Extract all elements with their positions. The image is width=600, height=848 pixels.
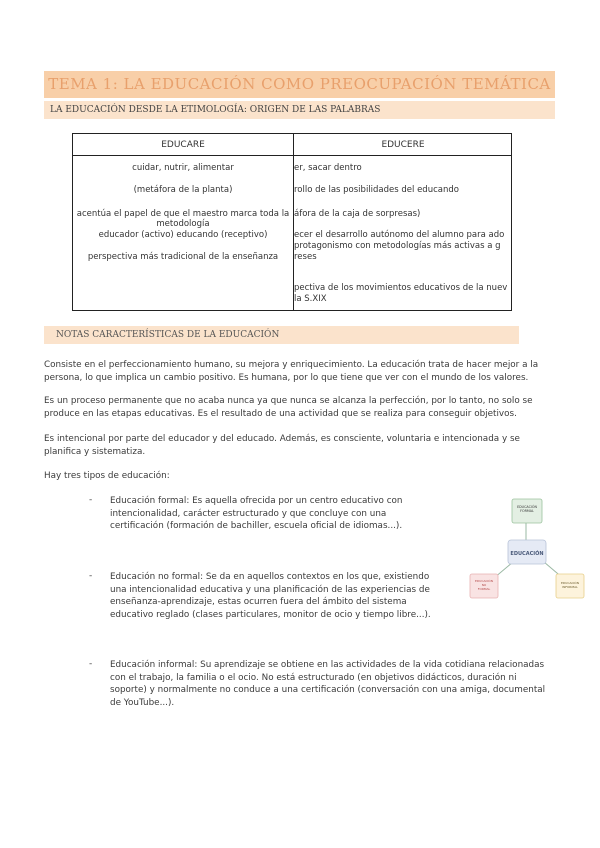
notes-heading-bar xyxy=(44,326,519,344)
list-bullet: - xyxy=(89,495,93,505)
paragraph-line: Consiste en el perfeccionamiento humano, su mejora y enriquecimiento. La educación trata de hacer mejor a la xyxy=(44,360,539,370)
paragraph-2 xyxy=(44,395,556,420)
table-cell: la S.XIX xyxy=(294,294,327,304)
box-label: FORMAL xyxy=(520,509,534,513)
table-cell: rollo de las posibilidades del educando xyxy=(294,185,459,195)
list-line: Educación formal: Es aquella ofrecida por un centro educativo con xyxy=(110,496,403,506)
title-bar xyxy=(44,71,555,98)
list-line: certificación (formación de bachiller, escuela oficial de idiomas...). xyxy=(110,521,403,531)
paragraph-line: Es intencional por parte del educador y del educado. Además, es consciente, voluntaria e intencionada y se xyxy=(44,434,520,444)
table-cell: pectiva de los movimientos educativos de la nuev xyxy=(294,283,508,293)
list-line: intencionalidad, carácter estructurado y que concluye con una xyxy=(110,508,387,519)
table-cell: educador (activo) educando (receptivo) xyxy=(98,230,268,240)
table-cell: perspectiva más tradicional de la enseñanza xyxy=(87,252,279,262)
section-subtitle: LA EDUCACIÓN DESDE LA ETIMOLOGÍA: ORIGEN DE LAS PALABRAS xyxy=(50,105,381,115)
notes-heading: NOTAS CARACTERÍSTICAS DE LA EDUCACIÓN xyxy=(56,330,280,340)
box-label: EDUCACIÓN xyxy=(560,581,580,585)
box-label: EDUCACIÓN xyxy=(474,579,494,583)
education-types-diagram xyxy=(468,496,586,606)
table-cell: metodología xyxy=(156,219,210,229)
list-bullet: - xyxy=(89,659,93,669)
paragraph-4: Hay tres tipos de educación: xyxy=(44,471,170,481)
box-label: NO xyxy=(481,583,487,587)
page-title: TEMA 1: LA EDUCACIÓN COMO PREOCUPACIÓN TEMÁTICA xyxy=(48,75,551,93)
list-line: Educación informal: Su aprendizaje se obtiene en las actividades de la vida cotidiana relacionadas xyxy=(110,660,545,670)
etymology-table xyxy=(72,133,512,311)
list-item-formal xyxy=(110,495,403,533)
column-educare: EDUCARE xyxy=(161,140,205,150)
list-bullet: - xyxy=(89,571,93,581)
table-cell: áfora de la caja de sorpresas) xyxy=(294,209,421,219)
list-item-noformal xyxy=(110,571,431,621)
subtitle-bar xyxy=(44,101,555,119)
educere-column xyxy=(294,156,512,311)
table-header-row xyxy=(73,134,511,156)
column-educere: EDUCERE xyxy=(381,140,425,150)
paragraph-line: planifica y sistematiza. xyxy=(44,446,146,457)
paragraph-line: Es un proceso permanente que no acaba nunca ya que nunca se alcanza la perfección, por lo tanto, no solo se xyxy=(44,396,533,406)
table-cell: cuidar, nutrir, alimentar xyxy=(132,163,234,173)
paragraph-line: produce en las etapas educativas. Es el resultado de una actividad que se realiza para conseguir objetivos. xyxy=(44,408,517,419)
table-cell: acentúa el papel de que el maestro marca toda la xyxy=(76,209,290,219)
paragraph-1 xyxy=(44,359,556,384)
box-label: FORMAL xyxy=(477,587,491,591)
list-line: soporte) y normalmente no conduce a una certificación (conversación con una amiga, documental xyxy=(110,685,546,695)
list-item-informal xyxy=(110,659,545,709)
paragraph-line: persona, lo que implica un cambio positivo. Es humana, por lo que tiene que ver con el mundo de los valores. xyxy=(44,372,529,383)
box-label: EDUCACIÓN xyxy=(510,551,544,557)
paragraph-3 xyxy=(44,433,556,458)
table-cell: er, sacar dentro xyxy=(294,163,362,173)
table-cell: reses xyxy=(294,252,317,262)
educare-column xyxy=(73,156,293,311)
list-line: Educación no formal: Se da en aquellos contextos en los que, existiendo xyxy=(110,572,430,582)
box-label: INFORMAL xyxy=(562,585,578,589)
list-line: con el trabajo, la familia o el ocio. No está estructurado (en objetivos didácticos, duración ni xyxy=(110,672,517,683)
table-cell: ecer el desarrollo autónomo del alumno para ado xyxy=(294,230,505,240)
list-line: educativo reglado (clases particulares, monitor de ocio y tiempo libre...). xyxy=(110,609,431,620)
list-line: una intencionalidad educativa y una planificación de las experiencias de xyxy=(110,584,430,595)
table-cell: (metáfora de la planta) xyxy=(133,185,233,195)
list-line: de YouTube...). xyxy=(110,697,175,708)
list-line: enseñanza-aprendizaje, estas ocurren fuera del ámbito del sistema xyxy=(110,597,407,607)
table-cell: protagonismo con metodologías más activas a g xyxy=(294,241,501,251)
box-label: EDUCACIÓN xyxy=(517,505,537,509)
